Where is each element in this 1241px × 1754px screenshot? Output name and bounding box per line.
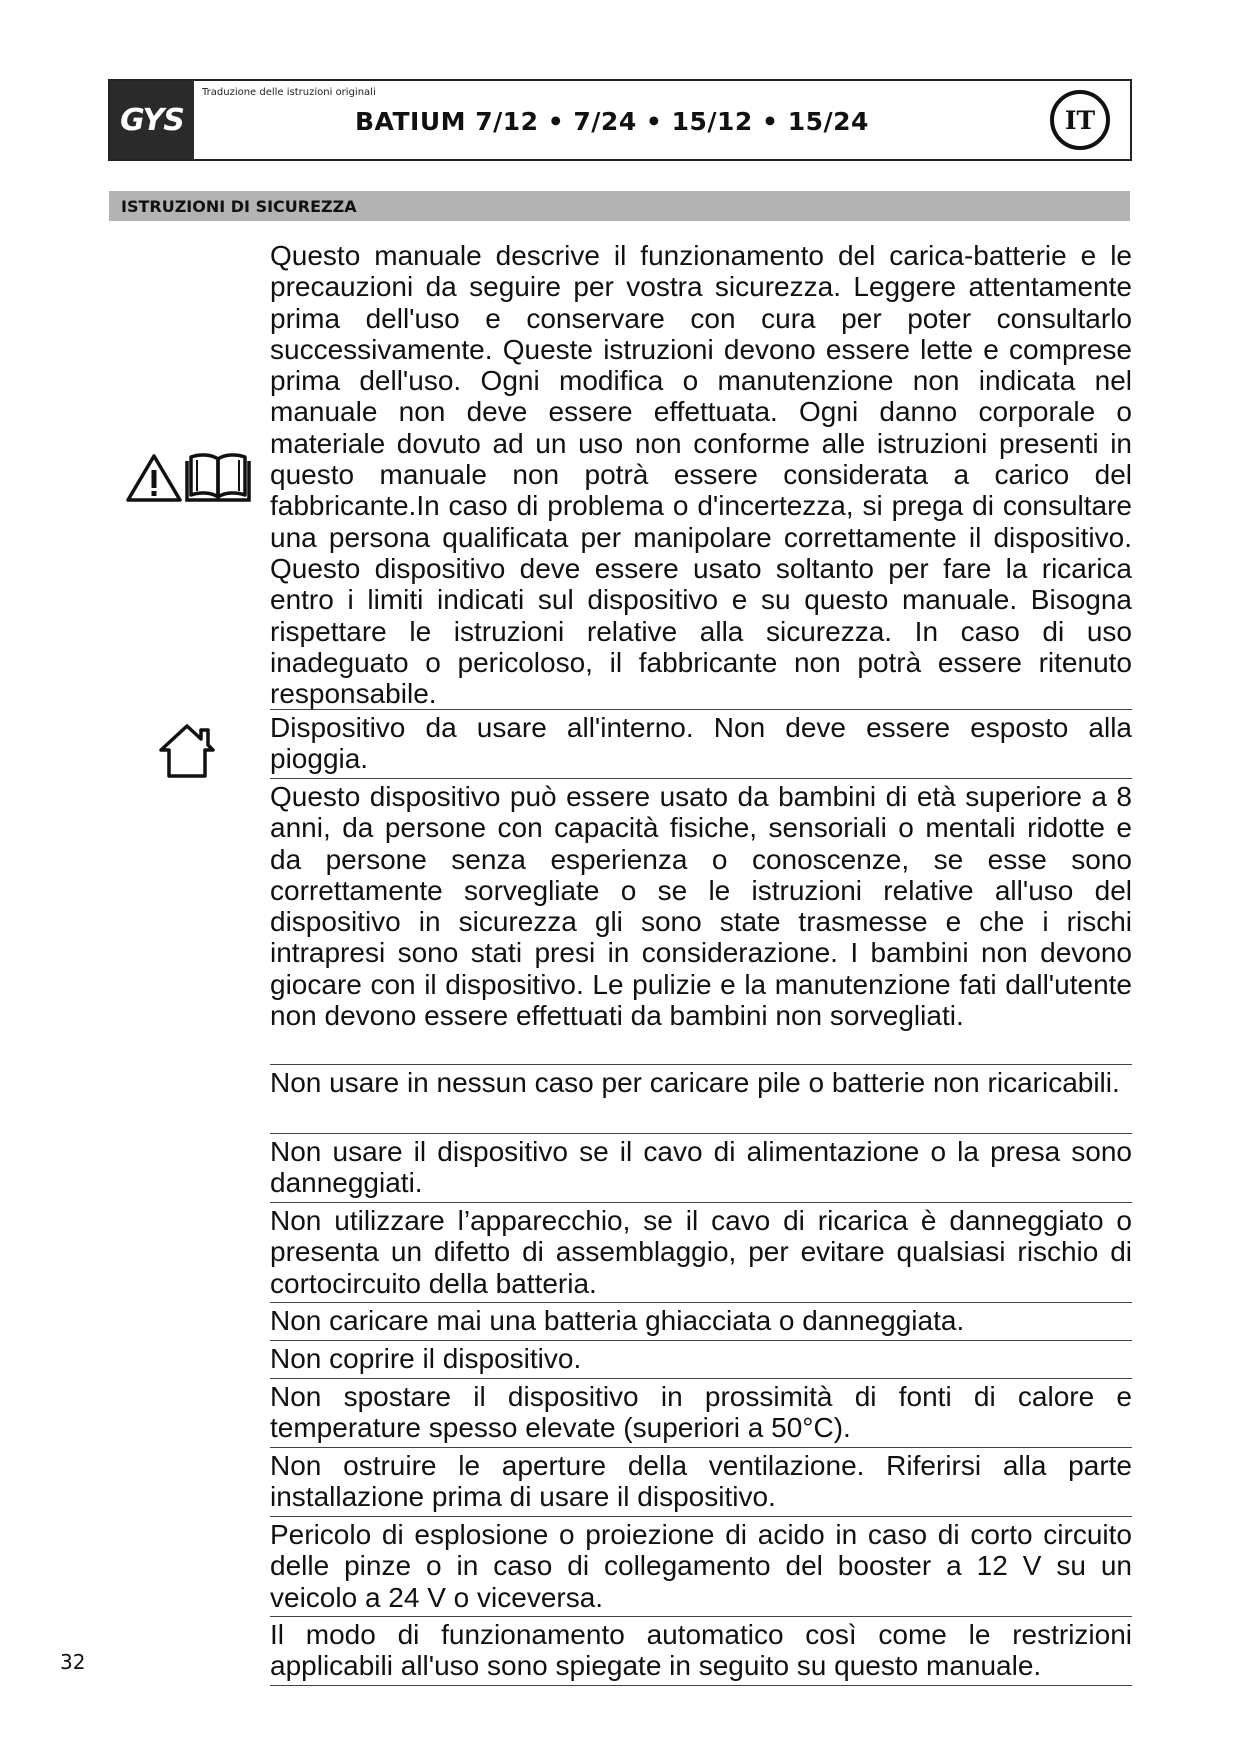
safety-paragraph	[270, 1305, 1132, 1341]
section-title: ISTRUZIONI DI SICUREZZA	[121, 197, 357, 216]
language-badge: IT	[1050, 90, 1110, 150]
paragraph-text: Non usare in nessun caso per caricare pile o batterie non ricaricabili.	[270, 1067, 1120, 1098]
document-header	[108, 79, 1132, 161]
gys-logo	[110, 81, 194, 159]
safety-paragraph	[270, 1619, 1132, 1686]
safety-paragraph	[270, 1067, 1132, 1134]
paragraph-text: Non usare il dispositivo se il cavo di alimentazione o la presa sono danneggiati.	[270, 1136, 1132, 1199]
safety-paragraph	[270, 1136, 1132, 1203]
paragraph-text: Non coprire il dispositivo.	[270, 1343, 582, 1374]
safety-paragraph	[270, 781, 1132, 1065]
open-book-icon	[185, 451, 251, 503]
safety-paragraph	[270, 240, 1132, 710]
safety-paragraph	[270, 1519, 1132, 1617]
paragraph-text: Dispositivo da usare all'interno. Non deve essere esposto alla pioggia.	[270, 712, 1132, 775]
paragraph-text: Questo dispositivo può essere usato da bambini di età superiore a 8 anni, da persone con capacità fisiche, sensoriali o mentali ridotte e da persone senza esperienza o conoscenze, se esse sono correttamente sorvegliate o se le istruzioni relative all'uso del dispositivo in sicurezza gli sono state trasmesse e che i rischi intrapresi sono stati presi in considerazione. I bambini non devono giocare con il dispositivo. Le pulizie e la manutenzione fati dall'utente non devono essere effettuati da bambini non sorvegliati.	[270, 781, 1132, 1032]
logo-text: GYS	[120, 102, 184, 138]
paragraph-text: Non caricare mai una batteria ghiacciata o danneggiata.	[270, 1305, 965, 1336]
safety-paragraph	[270, 1205, 1132, 1303]
safety-paragraph	[270, 1381, 1132, 1448]
page-number: 32	[60, 1650, 86, 1674]
paragraph-text: Questo manuale descrive il funzionamento del carica-batterie e le precauzioni da seguire per vostra sicurezza. Leggere attentamente prima dell'uso e conservare con cura per poter consultarlo successivamente. Queste istruzioni devono essere lette e comprese prima dell'uso. Ogni modifica o manutenzione non indicata nel manuale non deve essere effettuata. Ogni danno corporale o materiale dovuto ad un uso non conforme alle istruzioni presenti in questo manuale non potrà essere considerata a carico del fabbricante.In caso di problema o d'incertezza, si prega di consultare una persona qualificata per manipolare correttamente il dispositivo. Questo dispositivo deve essere usato soltanto per fare la ricarica entro i limiti indicati sul dispositivo e su questo manuale. Bisogna rispettare le istruzioni relative alla sicurezza. In caso di uso inadeguato o pericoloso, il fabbricante non potrà essere ritenuto responsabile.	[270, 240, 1132, 710]
safety-paragraph	[270, 712, 1132, 779]
warning-triangle-icon	[125, 453, 183, 503]
paragraph-text: Il modo di funzionamento automatico così come le restrizioni applicabili all'uso sono spiegate in seguito su questo manuale.	[270, 1619, 1132, 1682]
safety-paragraph	[270, 1343, 1132, 1379]
paragraph-text: Non spostare il dispositivo in prossimità di fonti di calore e temperature spesso elevate (superiori a 50°C).	[270, 1381, 1132, 1444]
product-title: BATIUM 7/12 • 7/24 • 15/12 • 15/24	[355, 107, 869, 136]
paragraph-text: Pericolo di esplosione o proiezione di acido in caso di corto circuito delle pinze o in caso di collegamento del booster a 12 V su un veicolo a 24 V o viceversa.	[270, 1519, 1132, 1613]
section-header-bar	[109, 191, 1130, 221]
paragraph-text: Non ostruire le aperture della ventilazione. Riferirsi alla parte installazione prima di usare il dispositivo.	[270, 1450, 1132, 1513]
paragraph-text: Non utilizzare l’apparecchio, se il cavo di ricarica è danneggiato o presenta un difetto di assemblaggio, per evitare qualsiasi rischio di cortocircuito della batteria.	[270, 1205, 1132, 1299]
translation-note: Traduzione delle istruzioni originali	[202, 87, 376, 98]
safety-paragraph	[270, 1450, 1132, 1517]
house-icon	[156, 722, 218, 780]
